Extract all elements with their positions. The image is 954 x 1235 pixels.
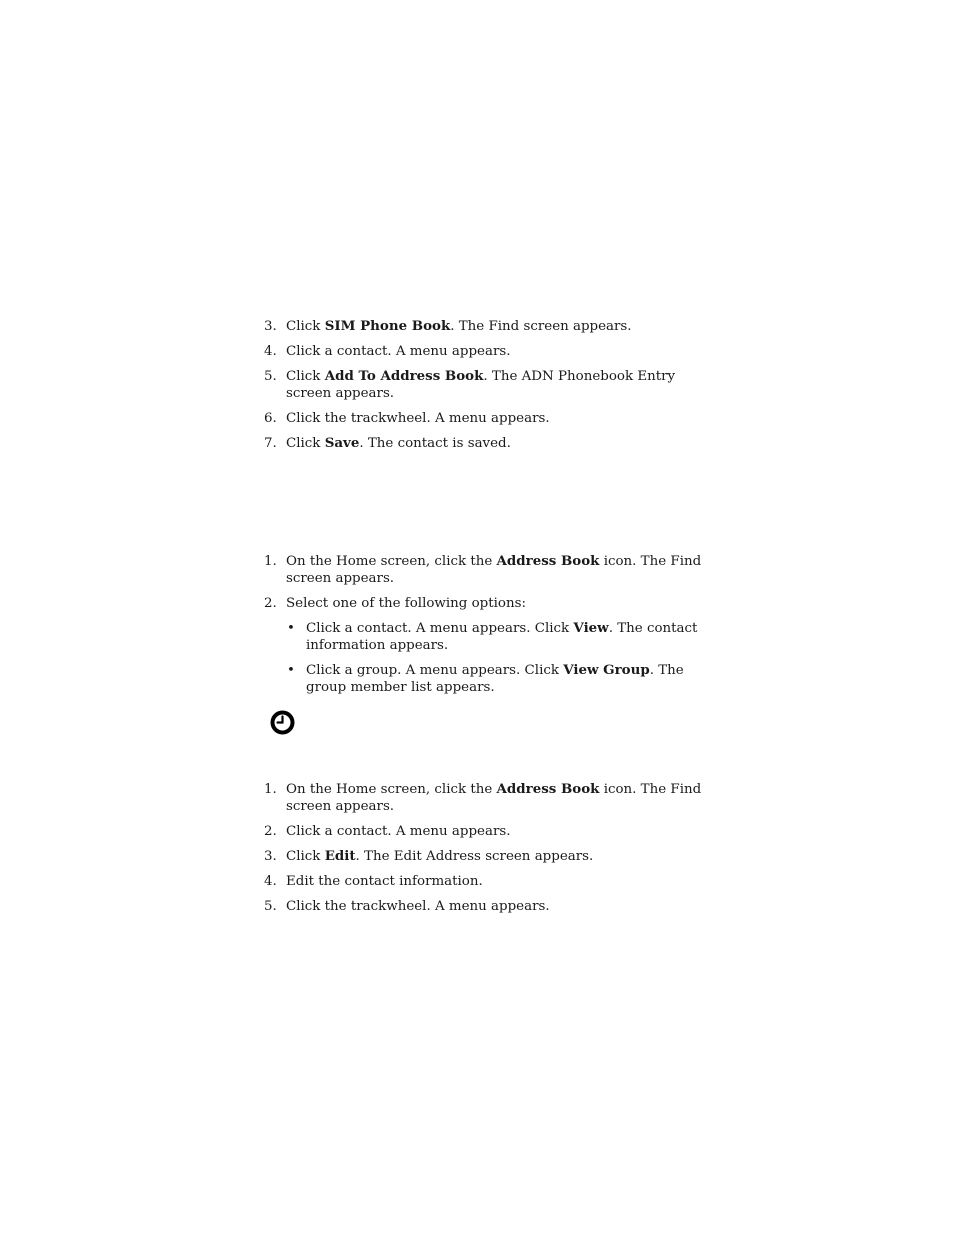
- option-text-after: . The contact information appears.: [306, 621, 698, 653]
- step-ui-term: Address Book: [496, 781, 600, 797]
- step-text: Click a contact. A menu appears.: [286, 824, 511, 839]
- step-ui-term: Address Book: [496, 553, 600, 569]
- step-text-after: . The Edit Address screen appears.: [355, 849, 594, 864]
- step-number: 5.: [264, 369, 277, 384]
- step-item: [264, 368, 704, 402]
- step-text-after: icon. The Find screen appears.: [286, 782, 702, 814]
- option-text: Click a contact. A menu appears. Click: [306, 621, 574, 636]
- step-ui-term: SIM Phone Book: [324, 318, 451, 334]
- option-ui-term: View: [573, 620, 609, 636]
- view-contact-steps: [264, 553, 704, 704]
- edit-contact-steps: [264, 781, 704, 923]
- bullet-icon: •: [287, 621, 295, 636]
- step-item: [264, 823, 704, 840]
- step-item: [264, 848, 704, 865]
- step-text: Click: [286, 849, 325, 864]
- step-number: 3.: [264, 849, 277, 864]
- option-text: Click a group. A menu appears. Click: [306, 663, 564, 678]
- bullet-icon: •: [287, 663, 295, 678]
- option-text-after: . The group member list appears.: [306, 663, 684, 695]
- clock-tip-icon: [270, 710, 295, 735]
- step-text: On the Home screen, click the: [286, 782, 497, 797]
- step-text: Click: [286, 436, 325, 451]
- step-number: 7.: [264, 436, 277, 451]
- option-item: [286, 662, 704, 696]
- step-number: 2.: [264, 596, 277, 611]
- step-item: [264, 553, 704, 587]
- option-list: [286, 620, 704, 696]
- step-item: [264, 343, 704, 360]
- step-text: Click the trackwheel. A menu appears.: [286, 411, 550, 426]
- step-text-after: . The contact is saved.: [359, 436, 511, 451]
- step-text-after: . The Find screen appears.: [450, 319, 632, 334]
- step-text: Select one of the following options:: [286, 596, 526, 611]
- step-ui-term: Edit: [324, 848, 356, 864]
- step-text: Click a contact. A menu appears.: [286, 344, 511, 359]
- step-text-after: icon. The Find screen appears.: [286, 554, 702, 586]
- option-ui-term: View Group: [563, 662, 650, 678]
- step-ui-term: Save: [324, 435, 360, 451]
- step-text-after: . The ADN Phonebook Entry screen appears.: [286, 369, 676, 401]
- step-number: 5.: [264, 899, 277, 914]
- sim-phonebook-steps: [264, 318, 704, 460]
- step-number: 1.: [264, 782, 277, 797]
- step-text: Click the trackwheel. A menu appears.: [286, 899, 550, 914]
- step-number: 3.: [264, 319, 277, 334]
- step-item: [264, 435, 704, 452]
- option-item: [286, 620, 704, 654]
- step-number: 2.: [264, 824, 277, 839]
- step-number: 1.: [264, 554, 277, 569]
- step-item: [264, 410, 704, 427]
- step-item: [264, 873, 704, 890]
- step-item: [264, 318, 704, 335]
- step-text: On the Home screen, click the: [286, 554, 497, 569]
- step-number: 6.: [264, 411, 277, 426]
- step-text: Edit the contact information.: [286, 874, 483, 889]
- step-ui-term: Add To Address Book: [324, 368, 484, 384]
- step-text: Click: [286, 319, 325, 334]
- step-item: [264, 781, 704, 815]
- step-text: Click: [286, 369, 325, 384]
- step-item: [264, 898, 704, 915]
- step-number: 4.: [264, 344, 277, 359]
- step-number: 4.: [264, 874, 277, 889]
- step-item: [264, 595, 704, 696]
